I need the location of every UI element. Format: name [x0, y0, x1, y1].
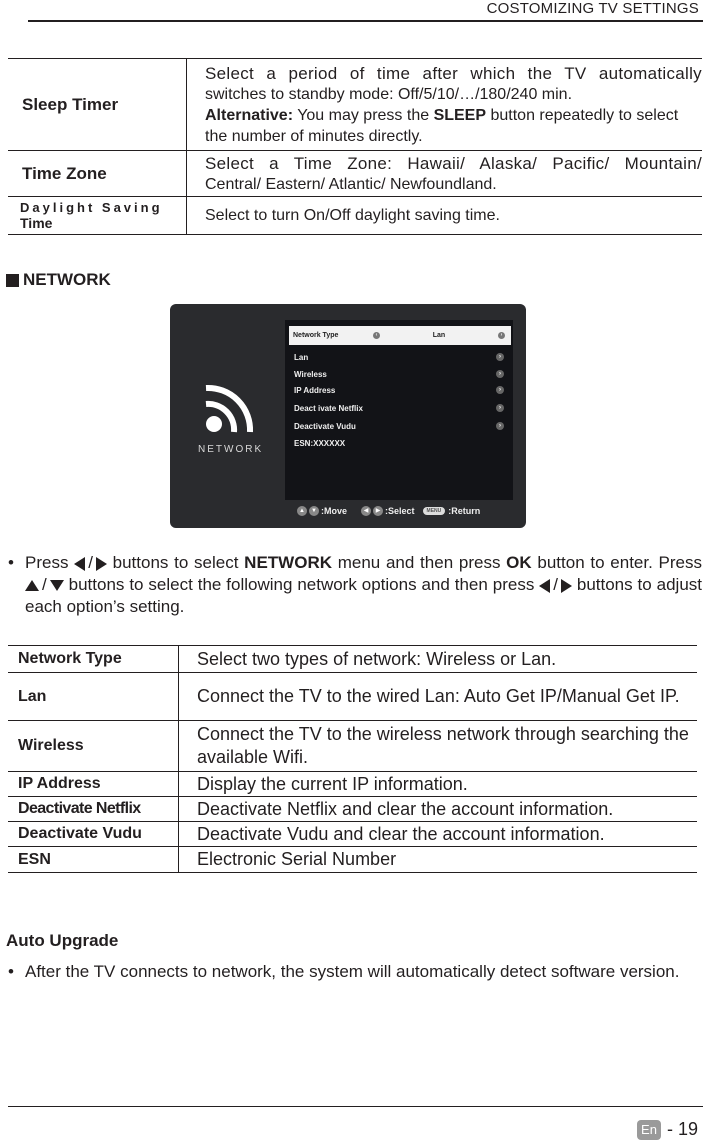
sleep-timer-alternative: Alternative: You may press the SLEEP button repeatedly to select the number of minutes directly.	[205, 106, 679, 145]
option-value: Electronic Serial Number	[179, 847, 698, 873]
header-rule	[28, 20, 703, 22]
triangle-right-icon	[96, 557, 107, 571]
auto-upgrade-text: • After the TV connects to network, the system will automatically detect software version.	[8, 962, 680, 981]
auto-upgrade-heading: Auto Upgrade	[6, 931, 119, 950]
daylight-saving-description: Select to turn On/Off daylight saving time.	[187, 197, 703, 235]
time-zone-label: Time Zone	[8, 151, 187, 197]
option-value: Select two types of network: Wireless or Lan.	[179, 646, 698, 673]
triangle-left-icon	[74, 557, 85, 571]
wifi-icon	[200, 378, 260, 438]
option-value: Connect the TV to the wireless network through searching the available Wifi.	[179, 721, 698, 772]
sleep-timer-line1: Select a period of time after which the TV automatically	[205, 63, 702, 83]
tv-network-caption: NETWORK	[198, 444, 264, 455]
page-header-title: COSTOMIZING TV SETTINGS	[486, 0, 699, 17]
arrow-up-icon: ▲	[297, 506, 307, 516]
tv-network-screenshot	[170, 304, 526, 528]
tv-selected-label: Network Type	[293, 332, 339, 339]
tv-menu-selected-row[interactable]	[289, 326, 511, 345]
table-row	[8, 772, 697, 797]
network-instructions: • Press / buttons to select NETWORK menu and then press OK button to enter. Press / buttons to select the following network options and then press / buttons to adjust each option’s setting.	[8, 553, 703, 616]
table-row	[8, 197, 702, 235]
tv-selected-value: Lan	[432, 332, 446, 339]
page-number: - 19	[667, 1119, 699, 1139]
tv-menu-item[interactable]: Wireless ›	[292, 367, 508, 381]
chevron-right-icon: ›	[496, 404, 504, 412]
network-options-table	[8, 645, 697, 873]
menu-key-icon: MENU	[423, 507, 446, 515]
sleep-timer-description	[187, 59, 703, 151]
option-value: Connect the TV to the wired Lan: Auto Get IP/Manual Get IP.	[179, 673, 698, 721]
chevron-left-icon: ‹	[373, 332, 380, 339]
network-section-heading: NETWORK	[6, 270, 111, 290]
chevron-right-icon: ›	[496, 422, 504, 430]
option-key: ESN	[8, 847, 179, 873]
table-row	[8, 797, 697, 822]
arrow-left-icon: ◀	[361, 506, 371, 516]
triangle-left-icon	[539, 579, 550, 593]
option-value: Deactivate Vudu and clear the account information.	[179, 822, 698, 847]
option-key: Network Type	[8, 646, 179, 673]
sleep-timer-label: Sleep Timer	[8, 59, 187, 151]
table-row	[8, 721, 697, 772]
tv-menu-item[interactable]: Lan ›	[292, 350, 508, 364]
tv-hint-bar: ▲ ▼ :Move ◀ ▶ :Select MENU :Return	[285, 500, 513, 522]
time-zone-line1: Select a Time Zone: Hawaii/ Alaska/ Pacific/ Mountain/	[205, 153, 702, 173]
option-value: Display the current IP information.	[179, 772, 698, 797]
language-badge: En	[637, 1120, 661, 1140]
option-value: Deactivate Netflix and clear the account information.	[179, 797, 698, 822]
sleep-timer-line2: switches to standby mode: Off/5/10/…/180/240 min.	[205, 85, 573, 103]
bullet-dot: •	[8, 553, 14, 572]
arrow-right-icon: ▶	[373, 506, 383, 516]
tv-menu-item[interactable]: Deact ivate Netflix ›	[292, 401, 508, 415]
settings-table	[8, 58, 702, 235]
tv-menu-item[interactable]: Deactivate Vudu ›	[292, 419, 508, 433]
table-row	[8, 59, 702, 151]
table-row	[8, 151, 702, 197]
option-key: IP Address	[8, 772, 179, 797]
tv-esn-row: ESN:XXXXXX	[294, 438, 346, 448]
table-row	[8, 673, 697, 721]
arrow-down-icon: ▼	[309, 506, 319, 516]
time-zone-line2: Central/ Eastern/ Atlantic/ Newfoundland.	[205, 175, 497, 193]
chevron-right-icon: ›	[498, 332, 505, 339]
triangle-down-icon	[50, 580, 64, 591]
chevron-right-icon: ›	[496, 370, 504, 378]
daylight-saving-label: Daylight Saving Time	[8, 197, 187, 235]
option-key: Lan	[8, 673, 179, 721]
chevron-right-icon: ›	[496, 353, 504, 361]
footer-rule	[8, 1106, 703, 1107]
table-row	[8, 822, 697, 847]
time-zone-description	[187, 151, 703, 197]
option-key: Wireless	[8, 721, 179, 772]
table-row	[8, 847, 697, 873]
triangle-right-icon	[561, 579, 572, 593]
chevron-right-icon: ›	[496, 386, 504, 394]
option-key: Deactivate Netflix	[8, 797, 179, 822]
tv-menu-item[interactable]: IP Address ›	[292, 383, 508, 397]
square-bullet-icon	[6, 274, 19, 287]
bullet-dot: •	[8, 962, 14, 981]
option-key: Deactivate Vudu	[8, 822, 179, 847]
table-row	[8, 646, 697, 673]
triangle-up-icon	[25, 580, 39, 591]
